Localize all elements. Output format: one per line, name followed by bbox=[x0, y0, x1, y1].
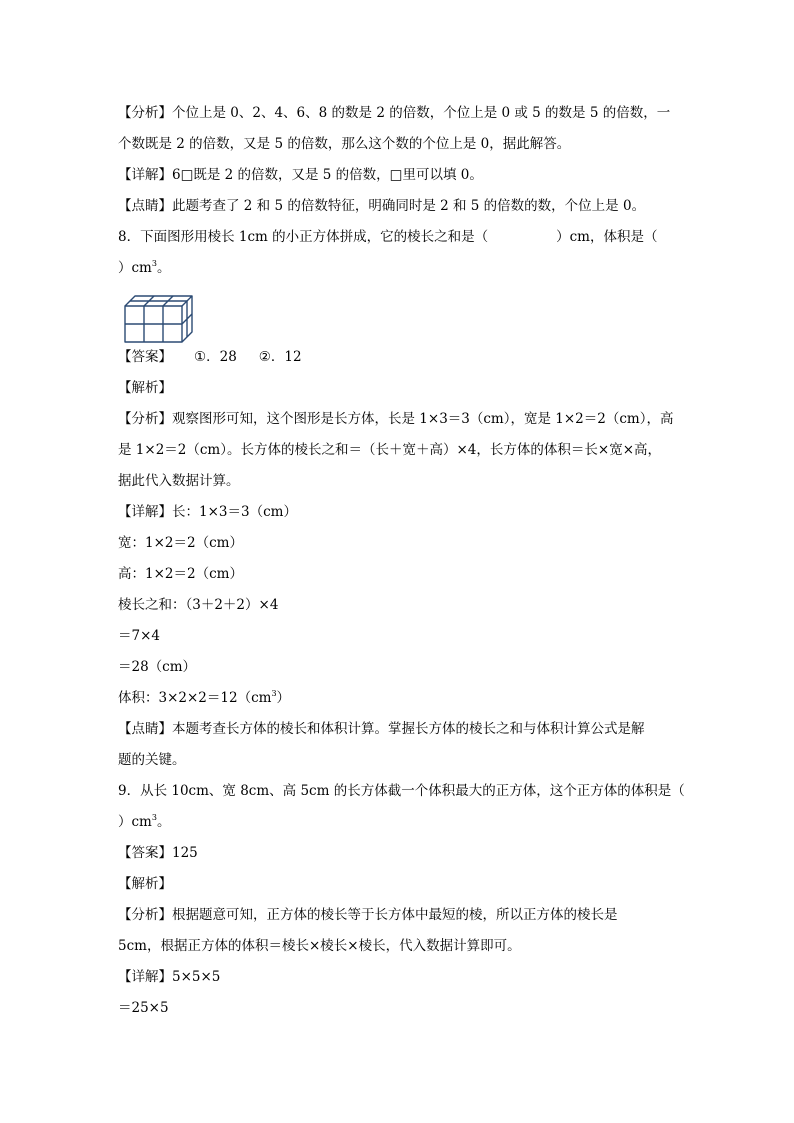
answer-tag: 【答案】 bbox=[118, 349, 172, 365]
answer-tag: 【答案】 bbox=[118, 845, 172, 861]
detail-tag: 【详解】 bbox=[118, 504, 172, 520]
analysis-tag: 【分析】 bbox=[118, 907, 172, 923]
q8-detail-line-4: 棱长之和：（3＋2＋2）×4 bbox=[118, 597, 279, 613]
detail-tag: 【详解】 bbox=[118, 969, 172, 985]
q9-detail-line-2: ＝25×5 bbox=[118, 1000, 169, 1016]
q7-analysis-line-2: 个数既是 2 的倍数，又是 5 的倍数，那么这个数的个位上是 0，据此解答。 bbox=[118, 136, 571, 152]
q8-question-line-1: 8．下面图形用棱长 1cm 的小正方体拼成，它的棱长之和是（ ）cm，体积是（ bbox=[118, 229, 658, 245]
q9-answer-line: 【答案】125 bbox=[118, 845, 198, 861]
q8-detail-line-5: ＝7×4 bbox=[118, 628, 160, 644]
q9-question-line-2: ）$cm^3$。 bbox=[118, 813, 171, 830]
comment-tag: 【点睛】 bbox=[118, 721, 172, 737]
q9-solution-tag: 【解析】 bbox=[118, 876, 172, 892]
q8-detail-line-6: ＝28（cm） bbox=[118, 659, 197, 675]
detail-tag: 【详解】 bbox=[118, 167, 172, 183]
cuboid-figure bbox=[122, 292, 678, 346]
q8-detail-line-7: 体积：$3\times 2\times 2=12(cm^3)$ bbox=[118, 689, 291, 706]
q8-comment-line-2: 题的关键。 bbox=[118, 752, 186, 768]
q7-analysis-line-1: 【分析】个位上是 0、2、4、6、8 的数是 2 的倍数，个位上是 0 或 5 的数是 5 的倍数，一 bbox=[118, 105, 671, 121]
q8-detail-line-1: 【详解】长：1×3＝3（cm） bbox=[118, 504, 297, 520]
q8-comment-line-1: 【点睛】本题考查长方体的棱长和体积计算。掌握长方体的棱长之和与体积计算公式是解 bbox=[118, 721, 645, 737]
analysis-tag: 【分析】 bbox=[118, 105, 172, 121]
document-page bbox=[118, 98, 685, 1024]
q9-analysis-line-1: 【分析】根据题意可知，正方体的棱长等于长方体中最短的棱，所以正方体的棱长是 bbox=[118, 907, 618, 923]
q9-analysis-line-2: 5cm，根据正方体的体积＝棱长×棱长×棱长，代入数据计算即可。 bbox=[118, 938, 521, 954]
q8-analysis-line-2: 是 1×2＝2（cm）。长方体的棱长之和＝（长＋宽＋高）×4，长方体的体积＝长×宽×高， bbox=[118, 442, 662, 458]
analysis-tag: 【分析】 bbox=[118, 411, 172, 427]
cuboid-of-unit-cubes-icon bbox=[122, 292, 194, 344]
q9-question-line-1: 9．从长 10cm、宽 8cm、高 5cm 的长方体截一个体积最大的正方体，这个正方体的体积是（ bbox=[118, 783, 685, 799]
q8-solution-tag: 【解析】 bbox=[118, 380, 172, 396]
q9-detail-line-1: 【详解】5×5×5 bbox=[118, 969, 221, 985]
q8-question-line-2: ）$cm^3$。 bbox=[118, 259, 171, 276]
q8-analysis-line-3: 据此代入数据计算。 bbox=[118, 473, 240, 489]
q8-analysis-line-1: 【分析】观察图形可知，这个图形是长方体，长是 1×3＝3（cm），宽是 1×2＝2（cm），高 bbox=[118, 411, 674, 427]
comment-tag: 【点睛】 bbox=[118, 198, 172, 214]
q8-answer-line: 【答案】 ①．28 ②．12 bbox=[118, 349, 302, 365]
q7-comment-line: 【点睛】此题考查了 2 和 5 的倍数特征，明确同时是 2 和 5 的倍数的数，个位上是 0。 bbox=[118, 198, 646, 214]
q8-detail-line-3: 高：1×2＝2（cm） bbox=[118, 566, 243, 582]
q7-detail-line: 【详解】6□既是 2 的倍数，又是 5 的倍数，□里可以填 0。 bbox=[118, 167, 483, 183]
q8-detail-line-2: 宽：1×2＝2（cm） bbox=[118, 535, 243, 551]
